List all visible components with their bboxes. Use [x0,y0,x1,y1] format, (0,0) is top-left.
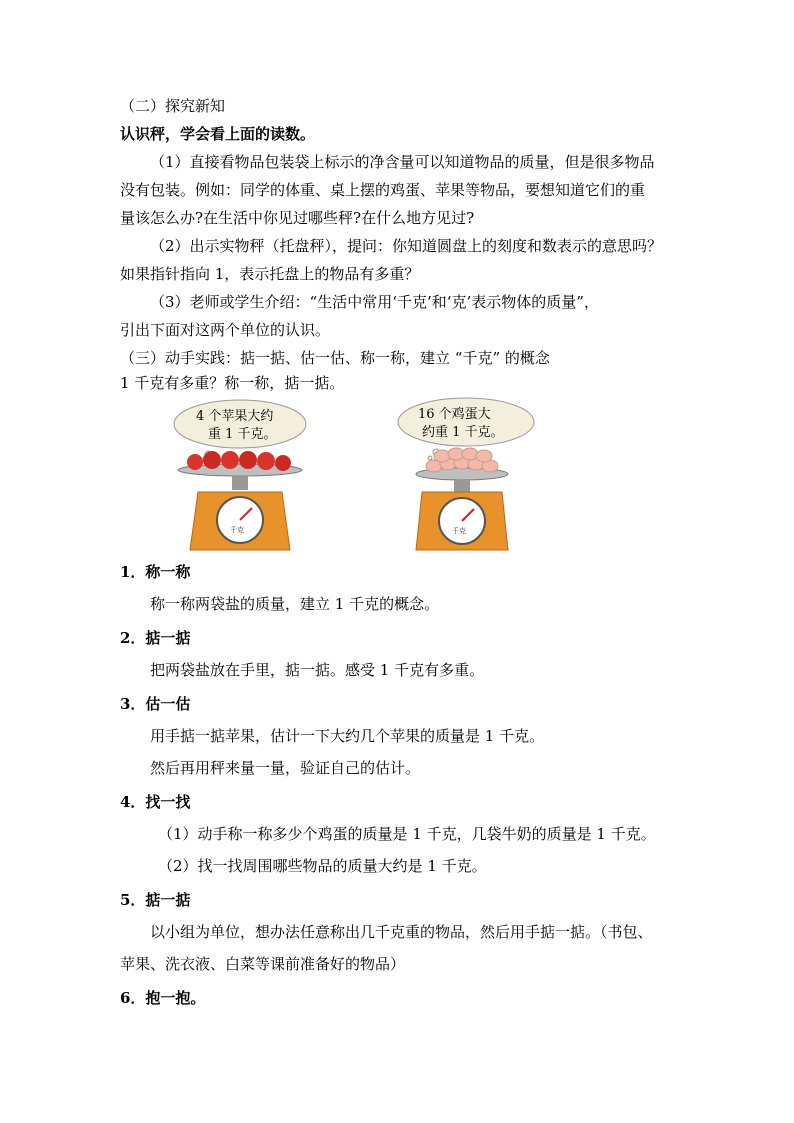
item-1-heading: 1．称一称 [120,563,191,581]
bubble-left-line1: 4 个苹果大约 [196,409,274,424]
egg [434,450,450,462]
paragraph-1-line-1: （1）直接看物品包装袋上标示的净含量可以知道物品的质量，但是很多物品 [150,153,655,171]
section2-title: （二）探究新知 [120,97,226,115]
item-3-line-1: 用手掂一掂苹果，估计一下大约几个苹果的质量是 1 千克。 [150,727,545,745]
item-4-line-2: （2）找一找周围哪些物品的质量大约是 1 千克。 [158,857,487,875]
bubble-right-line2: 约重 1 千克。 [422,425,504,440]
bubble-left-line2: 重 1 千克。 [208,427,277,442]
apple [187,454,203,470]
item-2-heading: 2．掂一掂 [120,629,191,647]
illustration-caption: 1 千克有多重？称一称，掂一掂。 [120,374,345,392]
apple [257,452,275,470]
section3-title-text: （三）动手实践：掂一掂、估一估、称一称，建立 “千克” 的概念 [120,349,550,367]
item-5-line-1: 以小组为单位，想办法任意称出几千克重的物品，然后用手掂一掂。（书包、 [150,923,653,941]
item-1-line-1: 称一称两袋盐的质量，建立 1 千克的概念。 [150,595,440,613]
apple [239,451,257,469]
paragraph-1-line-3: 量该怎么办?在生活中你见过哪些秤?在什么地方见过? [120,209,475,227]
apple-scale-scene [160,396,330,552]
egg-scale-scene [382,396,552,552]
section2-subtitle: 认识秤，学会看上面的读数。 [120,125,316,143]
apple [275,455,291,471]
apple-scale [178,451,302,550]
item-5-heading: 5．掂一掂 [120,891,191,909]
apple [221,451,239,469]
egg [476,450,492,462]
thought-cloud-left [174,400,306,462]
item-2-line-1: 把两袋盐放在手里，掂一掂。感受 1 千克有多重。 [150,661,485,679]
paragraph-1-line-2: 没有包装。例如：同学的体重、桌上摆的鸡蛋、苹果等物品，要想知道它们的重 [120,181,646,199]
apple [203,451,221,469]
document-body [120,92,680,1012]
item-4-line-1: （1）动手称一称多少个鸡蛋的质量是 1 千克，几袋牛奶的质量是 1 千克。 [158,825,656,843]
egg [462,448,478,460]
paragraph-2-line-2: 如果指针指向 1，表示托盘上的物品有多重？ [120,265,420,283]
item-3-line-2: 然后再用秤来量一量，验证自己的估计。 [150,759,421,777]
paragraph-3-line-1: （3）老师或学生介绍：“生活中常用‘千克’和‘克’表示物体的质量”， [150,293,599,311]
item-5-line-2: 苹果、洗衣液、白菜等课前准备好的物品） [120,955,406,973]
item-6-heading: 6．抱一抱。 [120,989,206,1007]
paragraph-3-line-2: 引出下面对这两个单位的认识。 [120,321,331,339]
egg-scale [416,448,508,550]
section3-title [120,344,680,372]
bubble-right-line1: 16 个鸡蛋大 [418,407,491,422]
item-4-heading: 4．找一找 [120,793,191,811]
item-3-heading: 3．估一估 [120,695,191,713]
dial-label-right: 千克 [452,527,466,535]
dial-label-left: 千克 [230,526,244,534]
scale-illustration [120,372,540,552]
paragraph-2-line-1: （2）出示实物秤（托盘秤），提问：你知道圆盘上的刻度和数表示的意思吗？ [150,237,663,255]
